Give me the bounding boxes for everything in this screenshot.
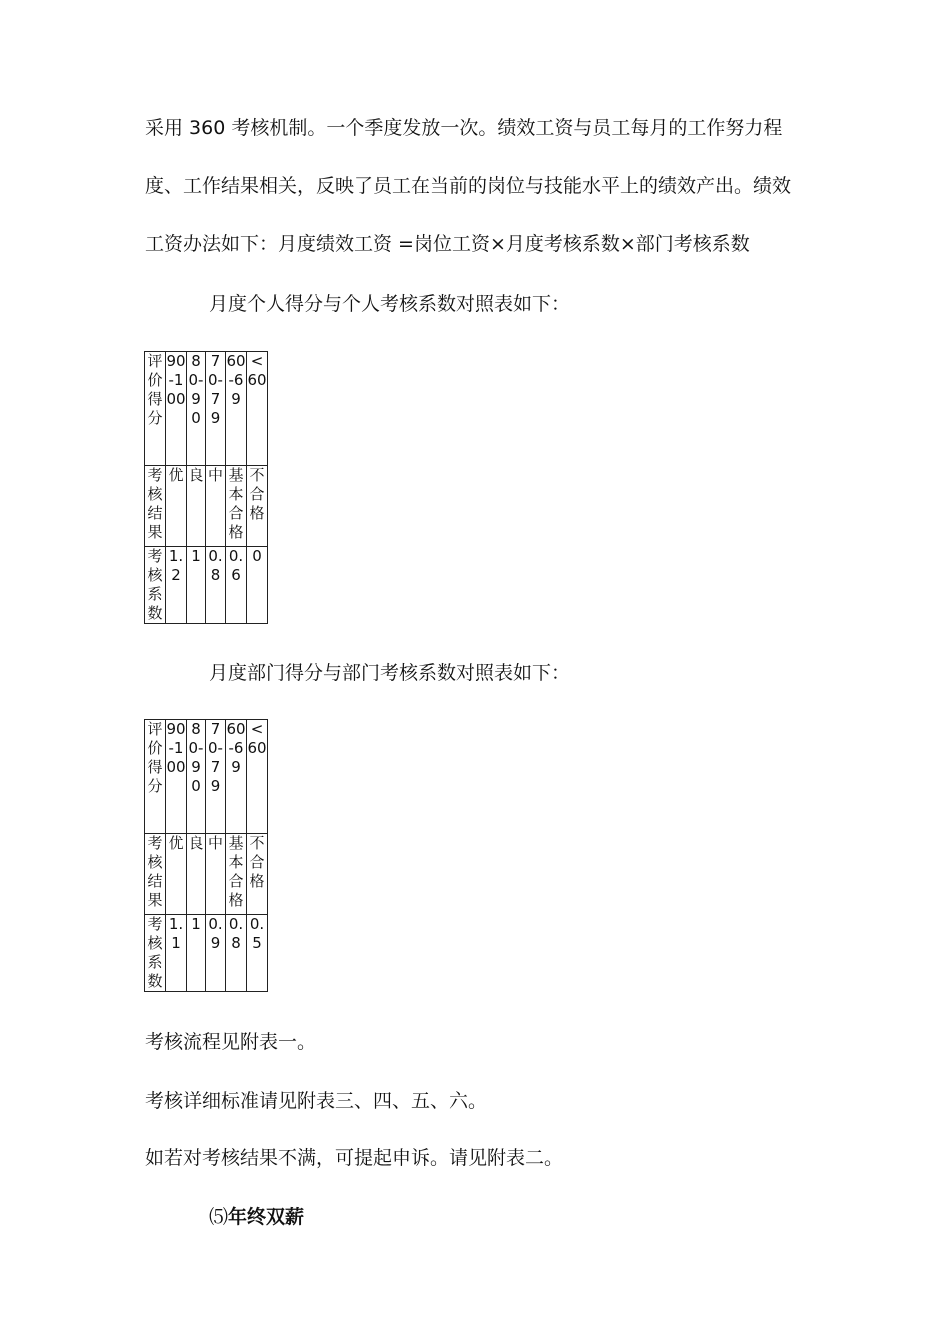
table-cell: <60 <box>247 352 268 466</box>
table-cell: 考核结果 <box>145 466 166 547</box>
personal-coefficient-table <box>144 351 268 624</box>
table-row <box>145 352 268 466</box>
table-row <box>145 466 268 547</box>
table-cell: 优 <box>166 466 187 547</box>
table-cell: 0.9 <box>206 915 226 992</box>
table-cell: 60-69 <box>226 352 247 466</box>
personal-table-caption: 月度个人得分与个人考核系数对照表如下： <box>209 293 571 315</box>
table-row <box>145 915 268 992</box>
table-cell: 0.6 <box>226 547 247 624</box>
detail-note: 考核详细标准请见附表三、四、五、六。 <box>145 1090 488 1112</box>
paragraph-line-2: 度、工作结果相关，反映了员工在当前的岗位与技能水平上的绩效产出。绩效 <box>145 175 792 197</box>
table-cell: 不合格 <box>247 834 268 915</box>
section-number: ⑸ <box>209 1206 229 1228</box>
table-cell: 不合格 <box>247 466 268 547</box>
table-cell: 0 <box>247 547 268 624</box>
table-cell: 0.5 <box>247 915 268 992</box>
table-cell: 60-69 <box>226 720 247 834</box>
flow-note: 考核流程见附表一。 <box>145 1031 317 1053</box>
table-cell: 0.8 <box>226 915 247 992</box>
table-cell: 中 <box>206 466 226 547</box>
table-cell: 90-100 <box>166 720 187 834</box>
table-cell: 70-79 <box>206 352 226 466</box>
table-row <box>145 547 268 624</box>
table-cell: 考核结果 <box>145 834 166 915</box>
table-row <box>145 720 268 834</box>
table-cell: 70-79 <box>206 720 226 834</box>
appeal-note: 如若对考核结果不满，可提起申诉。请见附表二。 <box>145 1147 564 1169</box>
table-cell: 0.8 <box>206 547 226 624</box>
table-cell: 1.2 <box>166 547 187 624</box>
table-cell: 优 <box>166 834 187 915</box>
table-cell: 考核系数 <box>145 547 166 624</box>
table-cell: 良 <box>187 834 206 915</box>
paragraph-line-1: 采用 360 考核机制。一个季度发放一次。绩效工资与员工每月的工作努力程 <box>145 117 783 139</box>
table-cell: <60 <box>247 720 268 834</box>
dept-coefficient-table <box>144 719 268 992</box>
table-cell: 1 <box>187 915 206 992</box>
table-cell: 1.1 <box>166 915 187 992</box>
section-title: 年终双薪 <box>228 1206 305 1228</box>
table-cell: 良 <box>187 466 206 547</box>
table-cell: 考核系数 <box>145 915 166 992</box>
table-cell: 评价得分 <box>145 352 166 466</box>
table-cell: 基本合格 <box>226 466 247 547</box>
table-cell: 1 <box>187 547 206 624</box>
paragraph-line-3: 工资办法如下：月度绩效工资 =岗位工资×月度考核系数×部门考核系数 <box>145 233 750 255</box>
table-cell: 80-90 <box>187 352 206 466</box>
table-cell: 评价得分 <box>145 720 166 834</box>
table-cell: 基本合格 <box>226 834 247 915</box>
dept-table-caption: 月度部门得分与部门考核系数对照表如下： <box>209 662 571 684</box>
table-cell: 80-90 <box>187 720 206 834</box>
table-cell: 中 <box>206 834 226 915</box>
table-row <box>145 834 268 915</box>
table-cell: 90-100 <box>166 352 187 466</box>
section-heading <box>209 1205 304 1229</box>
